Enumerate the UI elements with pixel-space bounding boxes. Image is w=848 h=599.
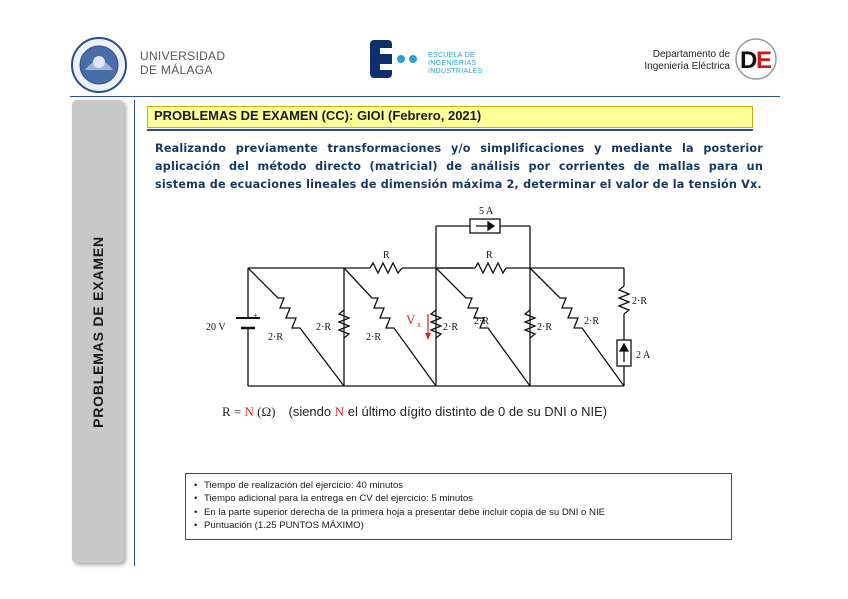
current-source-5a-label: 5 A: [479, 206, 494, 217]
source-voltage-label: 20 V: [206, 322, 226, 333]
title-underline: [147, 129, 753, 131]
note-item: • Tiempo de realización del ejercicio: 40 minutos: [204, 479, 723, 492]
svg-text:E: E: [756, 47, 773, 74]
etsii-logo: [368, 38, 420, 80]
resistor-r-1: [370, 263, 402, 273]
page-title: PROBLEMAS DE EXAMEN (CC): GIOI (Febrero, 2021): [154, 108, 482, 123]
svg-text:2·R: 2·R: [632, 296, 647, 307]
svg-text:2·R: 2·R: [268, 332, 283, 343]
exam-notes-box: [185, 473, 732, 540]
vx-subscript: x: [417, 320, 421, 329]
svg-text:2·R: 2·R: [316, 322, 331, 333]
university-name: UNIVERSIDAD DE MÁLAGA: [140, 49, 226, 77]
svg-text:2·R: 2·R: [584, 316, 599, 327]
problem-statement: Realizando previamente transformaciones y/o simplificaciones y mediante la posterior aplicación del método directo (matricial) de análisis por corrientes de mallas para un sistema de ecuaciones lineales de dimensión máxima 2, determinar el valor de la tensión Vx.: [155, 142, 763, 191]
note-item: • Puntuación (1.25 PUNTOS MÁXIMO): [204, 519, 723, 532]
plus-sign: +: [253, 311, 258, 320]
diagonal-resistor-2: [344, 268, 436, 386]
resistor-r-1-label: R: [383, 250, 390, 261]
svg-text:2·R: 2·R: [537, 322, 552, 333]
r-definition: R = N (Ω) (siendo N el último dígito distinto de 0 de su DNI o NIE): [222, 404, 608, 419]
header-divider: [70, 96, 780, 97]
department-name: Departamento de Ingeniería Eléctrica: [644, 49, 730, 72]
department-logo: [734, 37, 778, 81]
resistor-right-2r: [619, 286, 629, 314]
current-source-2a-label: 2 A: [636, 350, 651, 361]
universidad-malaga-seal-logo: [70, 36, 128, 94]
svg-text:2·R: 2·R: [443, 322, 458, 333]
note-item: • Tiempo adicional para la entrega en CV del ejercicio: 5 minutos: [204, 492, 723, 505]
resistor-r-2-label: R: [486, 250, 493, 261]
svg-text:2·R: 2·R: [366, 332, 381, 343]
school-name: ESCUELA DE INGENIERÍAS INDUSTRIALES: [428, 52, 483, 75]
vertical-divider: [134, 100, 135, 566]
vx-label: V: [406, 312, 416, 327]
resistor-r-2: [475, 263, 506, 273]
note-item: • En la parte superior derecha de la primera hoja a presentar debe incluir copia de su DNI o NIE: [204, 506, 723, 519]
svg-text:2·R: 2·R: [474, 316, 489, 327]
sidebar-label: PROBLEMAS DE EXAMEN: [90, 236, 106, 428]
svg-text:D: D: [740, 47, 758, 74]
circuit-diagram: [190, 200, 670, 400]
